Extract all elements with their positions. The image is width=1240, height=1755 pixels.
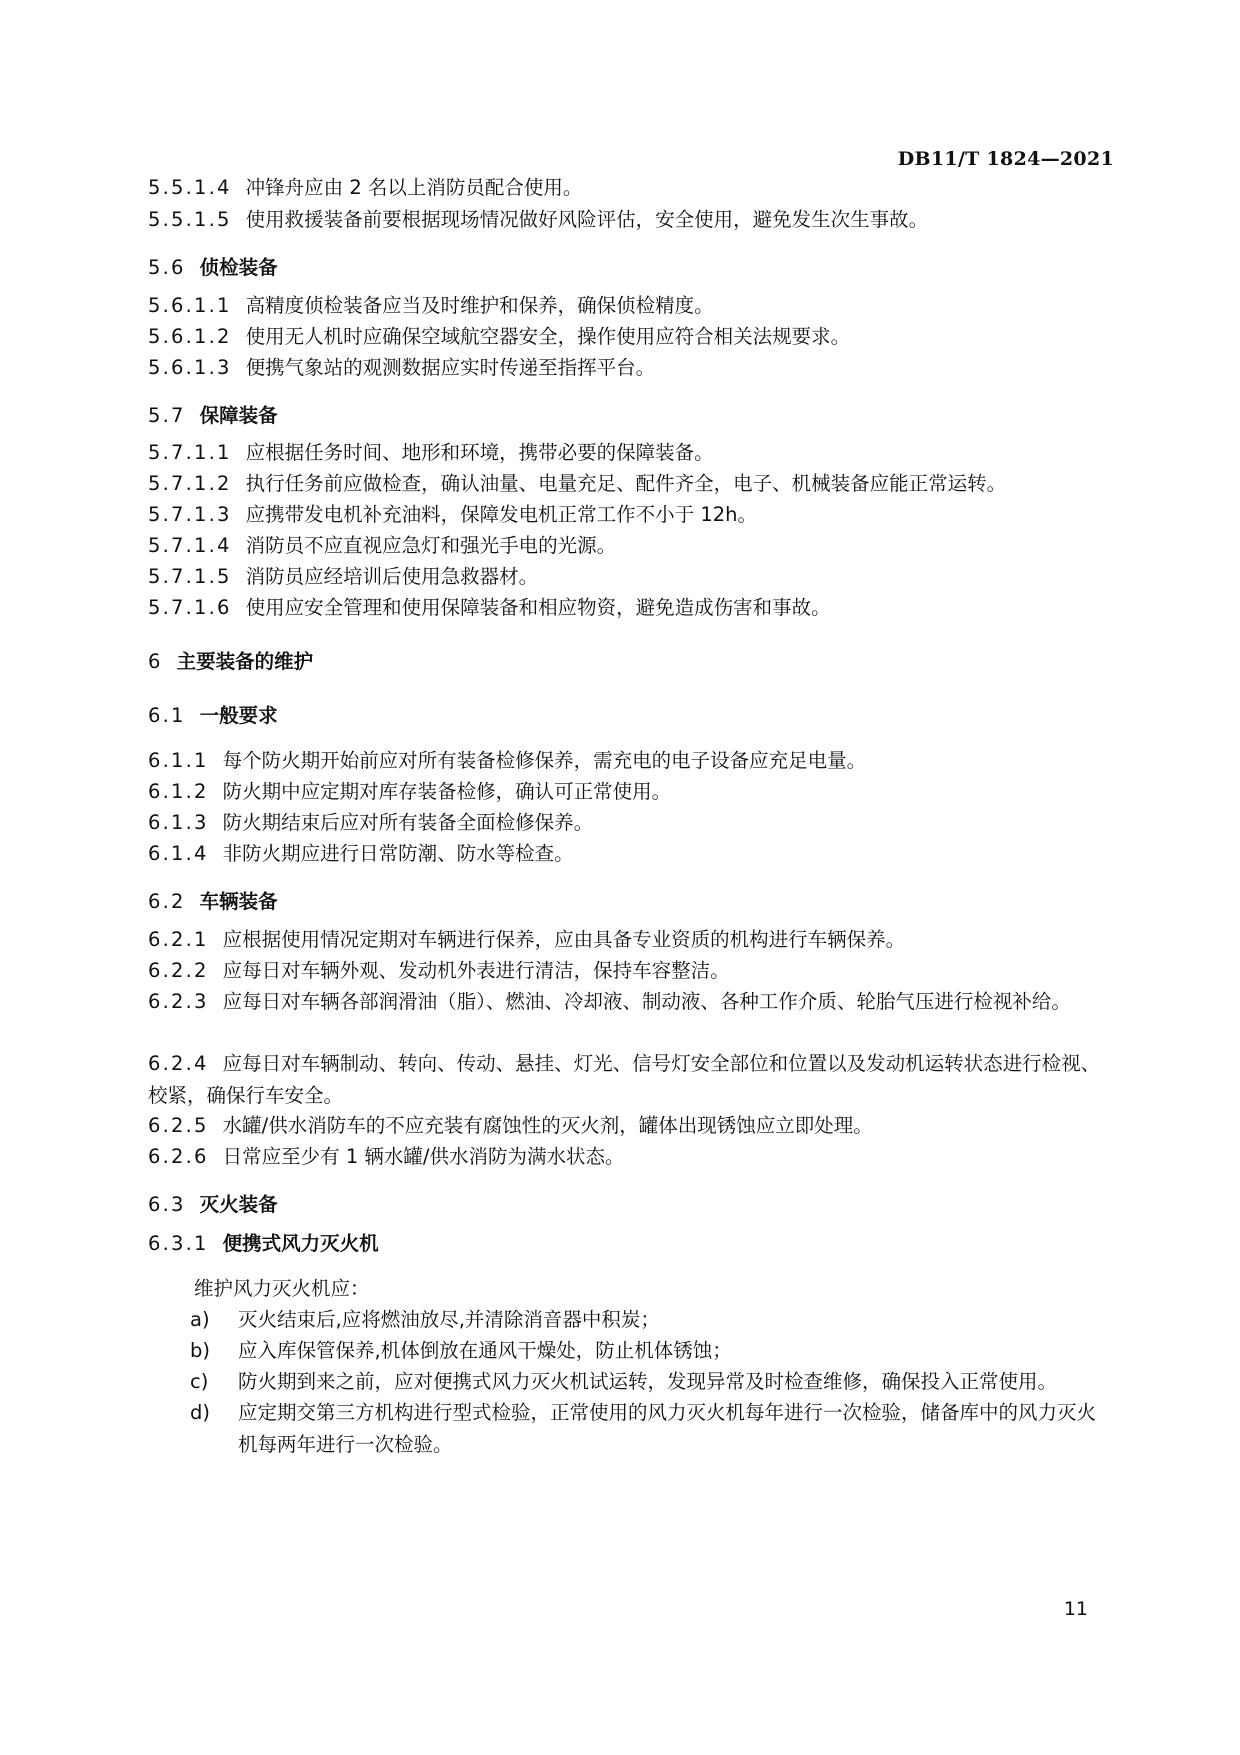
list-item-b	[190, 1335, 1112, 1367]
list-intro: 维护风力灭火机应：	[194, 1277, 370, 1300]
clause-5-7-1-3	[148, 499, 1112, 531]
clause-6-2-4	[148, 1048, 1112, 1112]
clause-6-2-5	[148, 1110, 1112, 1142]
clause-text: 冲锋舟应由 2 名以上消防员配合使用。	[245, 176, 583, 199]
clause-number: 6.1.4	[148, 842, 209, 865]
clause-number: 6.2.1	[148, 928, 209, 951]
clause-number: 5.7.1.2	[148, 472, 232, 495]
clause-5-6-1-3	[148, 352, 1112, 384]
section-number: 6.1	[148, 704, 186, 727]
section-heading-5-6	[148, 252, 1112, 284]
clause-number: 6.2.6	[148, 1145, 209, 1168]
clause-text: 消防员不应直视应急灯和强光手电的光源。	[245, 534, 617, 557]
clause-5-6-1-2	[148, 321, 1112, 353]
clause-text: 非防火期应进行日常防潮、防水等检查。	[222, 842, 574, 865]
section-title: 车辆装备	[199, 890, 278, 913]
clause-number: 5.7.1.4	[148, 534, 232, 557]
list-marker: b)	[190, 1339, 210, 1362]
clause-number: 5.7.1.5	[148, 565, 232, 588]
section-title: 保障装备	[199, 404, 278, 427]
clause-6-1-1	[148, 745, 1112, 777]
clause-text: 防火期结束后应对所有装备全面检修保养。	[222, 811, 594, 834]
clause-text: 应根据任务时间、地形和环境，携带必要的保障装备。	[245, 441, 714, 464]
section-title: 灭火装备	[199, 1193, 278, 1216]
clause-number: 6.2.2	[148, 959, 209, 982]
section-title: 一般要求	[199, 704, 278, 727]
clause-number: 5.7.1.3	[148, 503, 232, 526]
page-number: 11	[1063, 1598, 1088, 1620]
clause-number: 5.7.1.6	[148, 596, 232, 619]
clause-number: 6.1.2	[148, 780, 209, 803]
clause-text: 防火期中应定期对库存装备检修，确认可正常使用。	[222, 780, 672, 803]
clause-number: 6.2.4	[148, 1052, 209, 1075]
clause-number: 6.1.3	[148, 811, 209, 834]
list-item-text: 防火期到来之前，应对便携式风力灭火机试运转，发现异常及时检查维修，确保投入正常使用。	[238, 1370, 1058, 1393]
list-item-text: 应入库保管保养,机体倒放在通风干燥处，防止机体锈蚀；	[238, 1339, 732, 1362]
clause-5-7-1-2	[148, 468, 1112, 500]
section-number: 6.2	[148, 890, 186, 913]
section-number: 5.6	[148, 256, 186, 279]
section-title: 侦检装备	[199, 256, 278, 279]
clause-5-6-1-1	[148, 290, 1112, 322]
section-heading-6-1	[148, 700, 1112, 732]
clause-5-7-1-6	[148, 592, 1112, 624]
clause-number: 6.2.3	[148, 990, 209, 1013]
clause-number: 6.1.1	[148, 749, 209, 772]
clause-number: 5.5.1.5	[148, 208, 232, 231]
list-marker: a)	[190, 1308, 210, 1331]
clause-number: 5.7.1.1	[148, 441, 232, 464]
clause-5-7-1-5	[148, 561, 1112, 593]
clause-text: 应每日对车辆外观、发动机外表进行清洁，保持车容整洁。	[222, 959, 730, 982]
clause-text: 应每日对车辆各部润滑油（脂）、燃油、冷却液、制动液、各种工作介质、轮胎气压进行检视补给。	[222, 990, 1071, 1013]
clause-text: 日常应至少有 1 辆水罐/供水消防为满水状态。	[222, 1145, 625, 1168]
section-heading-6-3	[148, 1189, 1112, 1221]
clause-number: 5.6.1.3	[148, 356, 232, 379]
clause-6-2-3	[148, 986, 1112, 1018]
clause-text: 应根据使用情况定期对车辆进行保养，应由具备专业资质的机构进行车辆保养。	[222, 928, 906, 951]
clause-5-5-1-4	[148, 172, 1112, 204]
clause-6-1-3	[148, 807, 1112, 839]
clause-text: 执行任务前应做检查，确认油量、电量充足、配件齐全，电子、机械装备应能正常运转。	[245, 472, 1007, 495]
clause-5-5-1-5	[148, 204, 1112, 236]
clause-6-2-6	[148, 1141, 1112, 1173]
list-item-a	[190, 1304, 1112, 1336]
standard-code: DB11/T 1824—2021	[897, 148, 1114, 170]
subsection-heading-6-3-1	[148, 1228, 1112, 1260]
chapter-title: 主要装备的维护	[176, 650, 314, 673]
clause-text: 水罐/供水消防车的不应充装有腐蚀性的灭火剂，罐体出现锈蚀应立即处理。	[222, 1114, 873, 1137]
list-item-d	[190, 1397, 1112, 1461]
clause-6-1-2	[148, 776, 1112, 808]
clause-number: 5.6.1.1	[148, 294, 232, 317]
section-heading-5-7	[148, 400, 1112, 432]
clause-text: 高精度侦检装备应当及时维护和保养，确保侦检精度。	[245, 294, 714, 317]
clause-text: 每个防火期开始前应对所有装备检修保养，需充电的电子设备应充足电量。	[222, 749, 867, 772]
clause-5-7-1-1	[148, 437, 1112, 469]
clause-6-1-4	[148, 838, 1112, 870]
clause-text: 使用应安全管理和使用保障装备和相应物资，避免造成伤害和事故。	[245, 596, 831, 619]
list-item-text: 灭火结束后,应将燃油放尽,并清除消音器中积炭；	[238, 1308, 660, 1331]
chapter-number: 6	[148, 650, 163, 673]
clause-text: 便携气象站的观测数据应实时传递至指挥平台。	[245, 356, 656, 379]
section-heading-6-2	[148, 886, 1112, 918]
clause-number: 6.2.5	[148, 1114, 209, 1137]
clause-text: 使用救援装备前要根据现场情况做好风险评估，安全使用，避免发生次生事故。	[245, 208, 929, 231]
clause-6-2-1	[148, 924, 1112, 956]
clause-number: 5.6.1.2	[148, 325, 232, 348]
clause-6-2-2	[148, 955, 1112, 987]
clause-text: 应携带发电机补充油料，保障发电机正常工作不小于 12h。	[245, 503, 757, 526]
section-number: 5.7	[148, 404, 186, 427]
clause-text: 应每日对车辆制动、转向、传动、悬挂、灯光、信号灯安全部位和位置以及发动机运转状态进行检视、校紧，确保行车安全。	[148, 1052, 1101, 1107]
list-item-c	[190, 1366, 1112, 1398]
clause-number: 5.5.1.4	[148, 176, 232, 199]
subsection-number: 6.3.1	[148, 1232, 209, 1255]
list-item-text: 应定期交第三方机构进行型式检验，正常使用的风力灭火机每年进行一次检验，储备库中的风力灭火机每两年进行一次检验。	[238, 1401, 1097, 1456]
subsection-title: 便携式风力灭火机	[222, 1232, 379, 1255]
clause-text: 使用无人机时应确保空域航空器安全，操作使用应符合相关法规要求。	[245, 325, 851, 348]
clause-text: 消防员应经培训后使用急救器材。	[245, 565, 539, 588]
section-number: 6.3	[148, 1193, 186, 1216]
list-marker: c)	[190, 1370, 209, 1393]
chapter-heading-6	[148, 646, 1112, 678]
clause-5-7-1-4	[148, 530, 1112, 562]
list-marker: d)	[190, 1401, 210, 1424]
